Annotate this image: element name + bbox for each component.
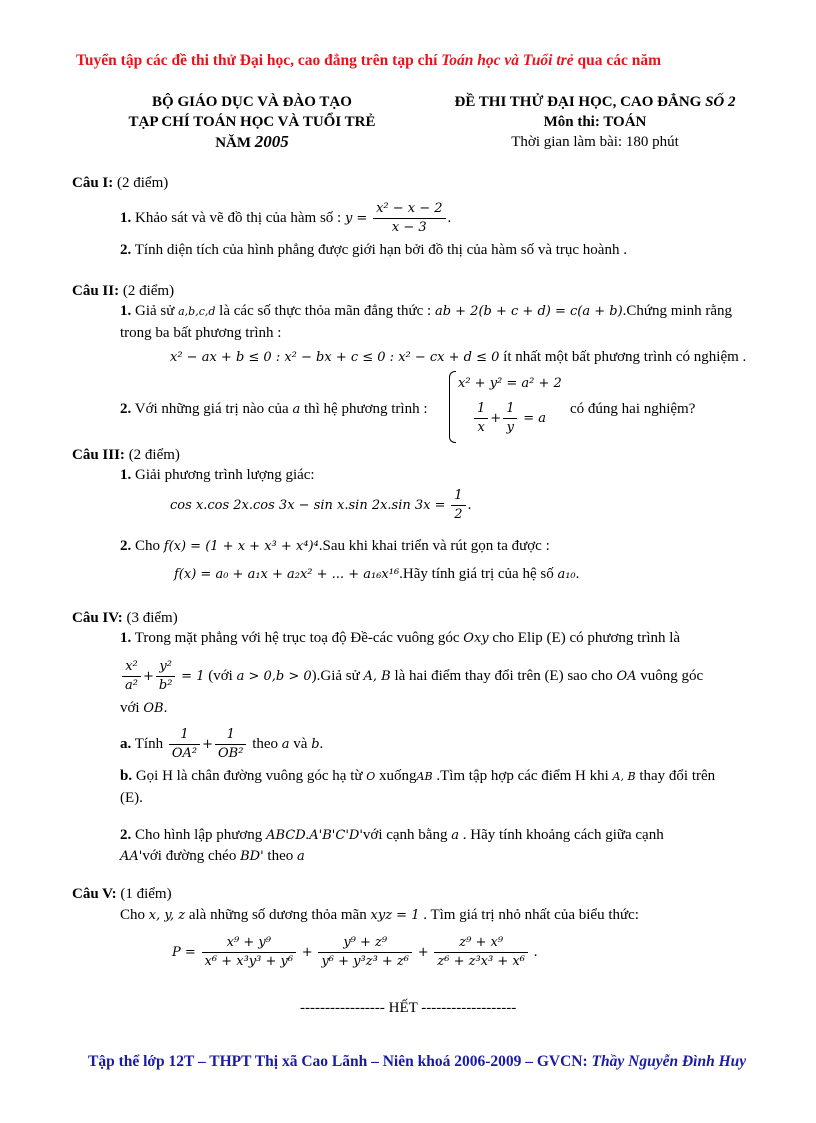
exam-time: Thời gian làm bài: 180 phút — [511, 134, 679, 150]
q4-part2: 2. Cho hình lập phương ABCD.A'B'C'D'với cạnh bằng a . Hãy tính khoảng cách giữa cạnh — [120, 827, 664, 843]
q2-system-eq1: x² + y² = a² + 2 — [458, 376, 562, 391]
year-line: NĂM 2005 — [215, 132, 289, 151]
q2-part1: 1. Giả sử a,b,c,d là các số thực thỏa mãn đẳng thức : ab + 2(b + c + d) = c(a + b).Chứng minh rằng — [120, 303, 733, 319]
exam-number: SỐ 2 — [705, 94, 736, 110]
q5-statement: Cho x, y, z alà những số dương thỏa mãn xyz = 1 . Tìm giá trị nhỏ nhất của biểu thức: — [120, 907, 639, 923]
header-left — [112, 92, 392, 153]
q3-expansion: f(x) = a₀ + a₁x + a₂x² + ... + a₁₆x¹⁶.Hãy tính giá trị của hệ số a₁₀. — [174, 566, 580, 582]
q2-system-brace — [449, 371, 456, 443]
year-value: 2005 — [254, 132, 289, 151]
ministry-name: BỘ GIÁO DỤC VÀ ĐÀO TẠO — [152, 94, 352, 110]
q1-heading: Câu I: (2 điểm) — [72, 175, 169, 191]
q4-heading: Câu IV: (3 điểm) — [72, 610, 178, 626]
exam-title: ĐỀ THI THỬ ĐẠI HỌC, CAO ĐẲNG SỐ 2 — [454, 94, 736, 110]
footer-text: Tập thể lớp 12T – THPT Thị xã Cao Lãnh – Niên khoá 2006-2009 – GVCN: — [88, 1053, 592, 1070]
q5-heading: Câu V: (1 điểm) — [72, 886, 172, 902]
q3-heading: Câu III: (2 điểm) — [72, 447, 180, 463]
q3-trig-eq: cos x.cos 2x.cos 3x − sin x.sin 2x.sin 3x = $\frac{1}{2}$ . — [170, 488, 472, 522]
q3-part1: 1. Giải phương trình lượng giác: — [120, 467, 315, 483]
q4-part-a: a. Tính $\frac{1}{\text{OA²}}$ + $\frac{1}{\text{OB²}}$ theo a và b. — [120, 727, 324, 762]
footer — [88, 1053, 746, 1071]
q1-part1: 1. Khảo sát và vẽ đồ thị của hàm số : y = $\frac{\text{x² − x − 2}}{x - 3}$ . — [120, 201, 452, 236]
q2-system-eq2: $\frac{1}{x}$ + $\frac{1}{y}$ = a — [472, 400, 546, 437]
q5-expression: P = $\frac{\text{x⁹ + y⁹}}{\text{x⁶ + x³y³ + y⁶}}$ + $\frac{\text{y⁹ + z⁹}}{\text{y⁶ + y³z³ + z⁶}}$ + $\frac{\text{z⁹ + x⁹}}{\text{z⁶ + z³x³ + x⁶}}$ . — [172, 935, 538, 970]
header-right — [420, 92, 770, 152]
q4-part2-line2: AA'với đường chéo BD' theo a — [120, 848, 305, 864]
footer-teacher: Thầy Nguyễn Đình Huy — [591, 1053, 747, 1070]
banner-prefix: Tuyển tập các đề thi thử Đại học, cao đẳng trên tạp chí — [76, 52, 442, 69]
q4-part1-voi: với OB. — [120, 700, 168, 716]
q4-ellipse-line: $\frac{\text{x²}}{\text{a²}}$ + $\frac{\text{y²}}{\text{b²}}$ = 1 (với a > 0,b > 0).Giả sử A, B là hai điểm thay đổi trên (E) sao cho OA vuông góc — [120, 654, 703, 699]
banner-magazine: Toán học và Tuổi trẻ — [441, 52, 574, 69]
end-marker: ----------------- HẾT ------------------- — [300, 1000, 517, 1016]
q4-part-b-line2: (E). — [120, 790, 143, 806]
q2-heading: Câu II: (2 điểm) — [72, 283, 175, 299]
q4-part-b: b. Gọi H là chân đường vuông góc hạ từ O xuốngAB .Tìm tập hợp các điểm H khi A, B thay đổi trên — [120, 768, 716, 784]
top-banner — [76, 52, 661, 70]
magazine-name: TẠP CHÍ TOÁN HỌC VÀ TUỔI TRẺ — [128, 114, 376, 130]
q2-inequalities: x² − ax + b ≤ 0 : x² − bx + c ≤ 0 : x² − cx + d ≤ 0 ít nhất một bất phương trình có nghiệm . — [170, 349, 747, 365]
q2-part1-line2: trong ba bất phương trình : — [120, 325, 282, 341]
q3-part2: 2. Cho f(x) = (1 + x + x³ + x⁴)⁴.Sau khi khai triển và rút gọn ta được : — [120, 538, 550, 554]
q2-part2: 2. Với những giá trị nào của a thì hệ phương trình : — [120, 401, 428, 417]
q1-fraction: $\frac{\text{x² − x − 2}}{x - 3}$ — [373, 200, 445, 237]
q4-part1: 1. Trong mặt phẳng với hệ trục toạ độ Đề-các vuông góc Oxy cho Elip (E) có phương trình là — [120, 630, 681, 646]
exam-subject: Môn thi: TOÁN — [543, 114, 647, 130]
q1-part2: 2. Tính diện tích của hình phẳng được giới hạn bởi đồ thị của hàm số và trục hoành . — [120, 242, 627, 258]
banner-suffix: qua các năm — [573, 52, 662, 69]
q2-part2-tail: có đúng hai nghiệm? — [570, 401, 696, 417]
